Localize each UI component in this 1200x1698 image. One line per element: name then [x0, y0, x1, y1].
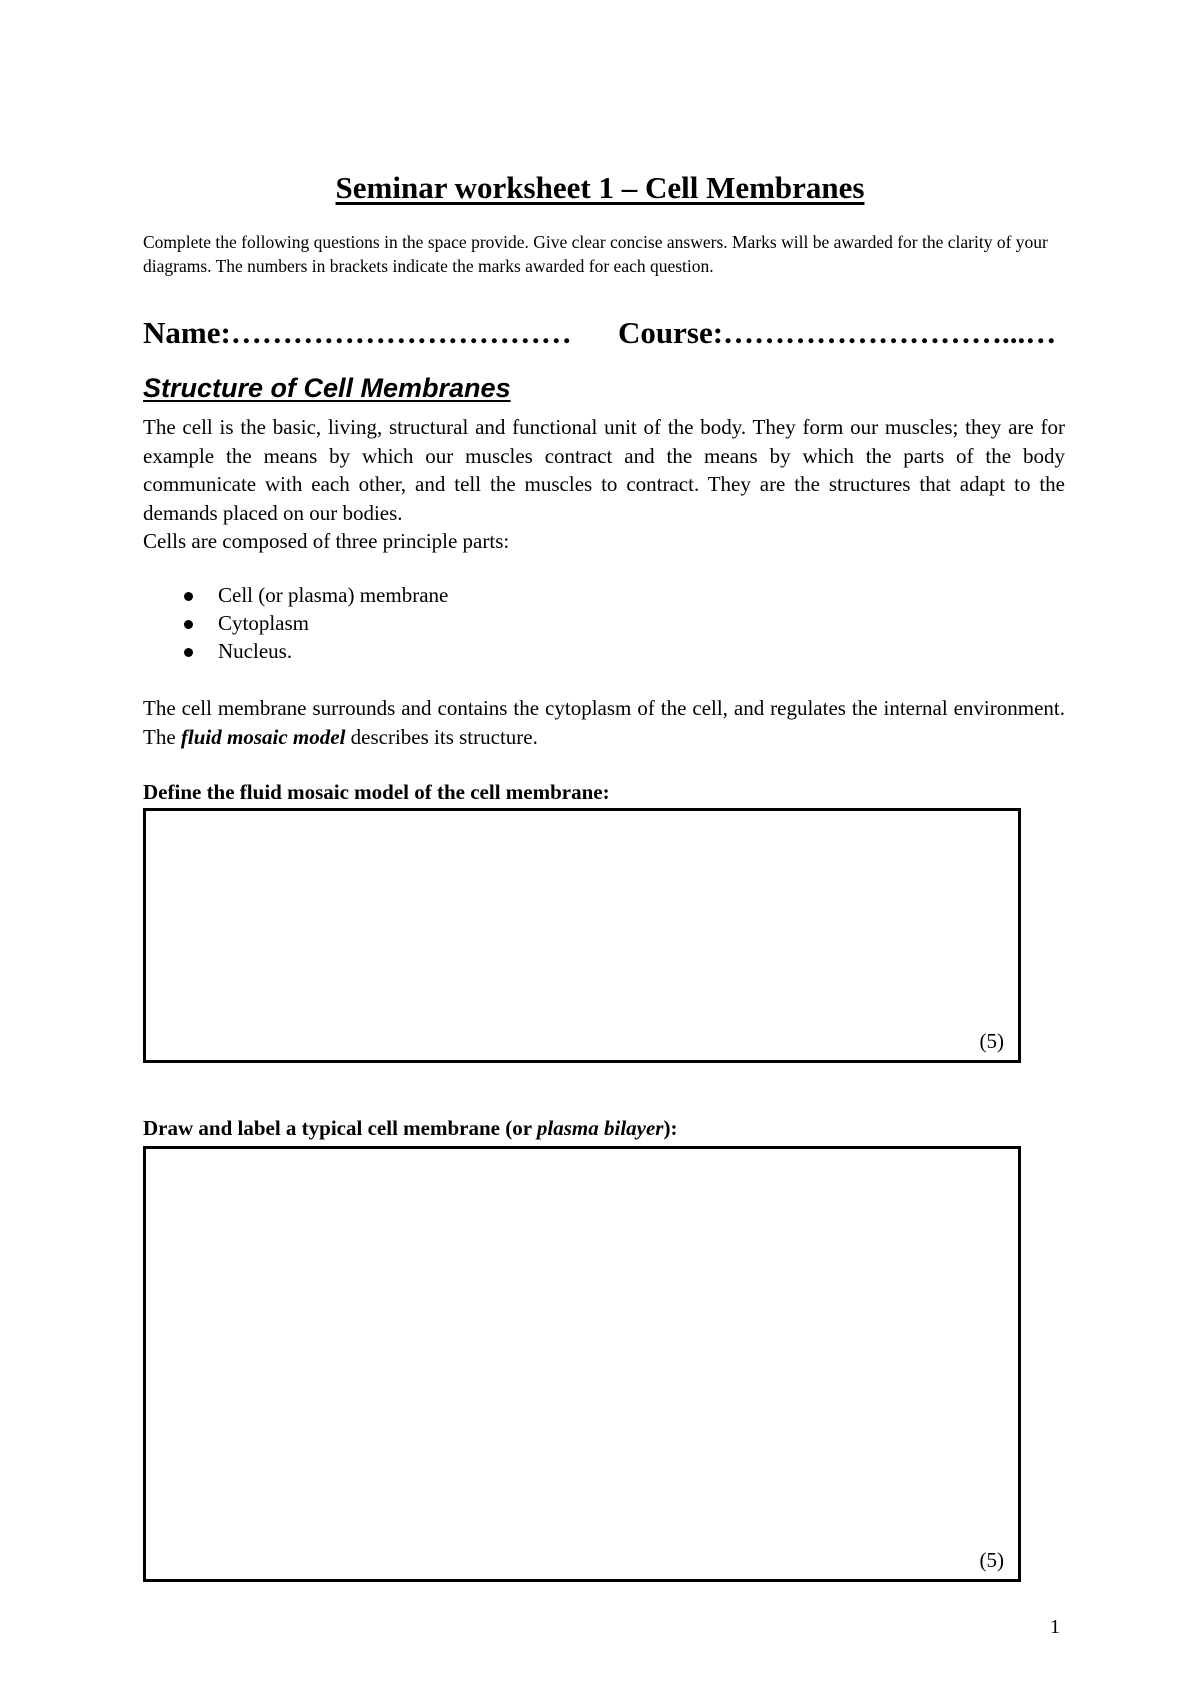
- intro-paragraph: The cell is the basic, living, structural and functional unit of the body. They form our muscles; they are for example the means by which our muscles contract and the means by which the parts of the body communicate with each other, and tell the muscles to contract. They are the structures that adapt to the demands placed on our bodies.: [143, 415, 1065, 525]
- membrane-text-after: describes its structure.: [345, 724, 538, 749]
- question-2-prompt: [143, 1116, 677, 1141]
- question-2-prompt-emphasis: plasma bilayer: [536, 1116, 664, 1140]
- worksheet-title: Seminar worksheet 1 – Cell Membranes: [335, 170, 865, 205]
- list-item: [143, 609, 448, 637]
- bullet-icon: [184, 648, 193, 657]
- page-number: 1: [1050, 1616, 1060, 1638]
- question-2-prompt-after: ):: [663, 1116, 678, 1140]
- section-heading: Structure of Cell Membranes: [143, 373, 511, 403]
- bullet-icon: [184, 620, 193, 629]
- cell-parts-list: [143, 581, 448, 665]
- membrane-text-before: The cell membrane surrounds and contains the cytoplasm of the cell, and regulates the internal environment. The: [143, 696, 1065, 749]
- question-2-marks: (5): [979, 1548, 1004, 1572]
- answer-box-1[interactable]: [143, 808, 1021, 1063]
- membrane-paragraph: [143, 694, 1065, 751]
- list-item-label: Cytoplasm: [218, 611, 310, 635]
- list-item: [143, 637, 448, 665]
- list-item-label: Cell (or plasma) membrane: [218, 583, 449, 607]
- name-field[interactable]: Name:……………………………: [143, 315, 572, 350]
- instructions-text: Complete the following questions in the space provide. Give clear concise answers. Marks will be awarded for the clarity of your diagrams. The numbers in brackets indicate the marks awarded for each question.: [143, 232, 1048, 276]
- question-1-prompt: Define the fluid mosaic model of the cell membrane:: [143, 780, 610, 804]
- course-field[interactable]: Course:………………………...…: [618, 315, 1057, 350]
- question-2-prompt-before: Draw and label a typical cell membrane (or: [143, 1116, 537, 1140]
- question-1-marks: (5): [979, 1029, 1004, 1053]
- parts-intro: Cells are composed of three principle parts:: [143, 529, 510, 553]
- name-course-row: [143, 315, 1073, 351]
- membrane-text-emphasis: fluid mosaic model: [180, 724, 346, 749]
- answer-box-2[interactable]: [143, 1146, 1021, 1582]
- list-item: [143, 581, 448, 609]
- list-item-label: Nucleus.: [218, 639, 293, 663]
- bullet-icon: [184, 592, 193, 601]
